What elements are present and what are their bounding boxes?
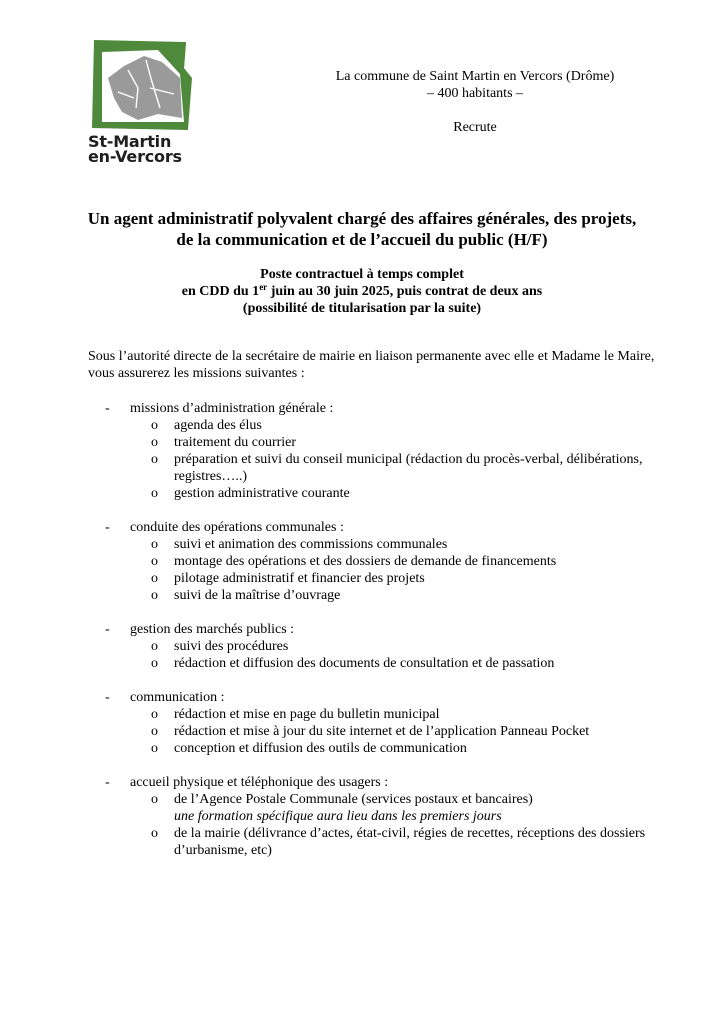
header-recrute: Recrute	[453, 120, 497, 135]
list-item-text: rédaction et mise à jour du site internet et de l’application Panneau Pocket	[174, 724, 590, 739]
list-item-text: suivi de la maîtrise d’ouvrage	[174, 588, 341, 603]
list-item	[88, 434, 674, 451]
dash-marker: -	[105, 401, 110, 416]
list-item-text: rédaction et mise en page du bulletin municipal	[174, 707, 440, 722]
list-item-text: agenda des élus	[174, 418, 262, 433]
contract-dates-sup: er	[259, 282, 268, 292]
sub-list	[88, 791, 688, 808]
bullet-marker: o	[151, 656, 158, 671]
sub-list	[88, 638, 688, 672]
mission-label: missions d’administration générale :	[130, 401, 334, 416]
mission-marches	[88, 621, 688, 672]
bullet-marker: o	[151, 639, 158, 654]
bullet-marker: o	[151, 588, 158, 603]
header-spacer	[300, 102, 650, 119]
logo-line-2: en-Vercors	[88, 147, 182, 166]
mission-admin	[88, 400, 688, 502]
intro-paragraph: Sous l’autorité directe de la secrétaire de mairie en liaison permanente avec elle et Madame le Maire, vous assurerez les missions suivantes :	[88, 349, 655, 381]
mission-accueil	[88, 774, 688, 859]
contract-dates	[60, 283, 664, 300]
job-title-line-1: Un agent administratif polyvalent chargé des affaires générales, des projets,	[87, 209, 637, 228]
list-item-text: rédaction et diffusion des documents de consultation et de passation	[174, 656, 555, 671]
mission-communication	[88, 689, 688, 757]
header-commune: La commune de Saint Martin en Vercors (Drôme)	[335, 69, 615, 84]
mission-operations	[88, 519, 688, 604]
list-item-text: conception et diffusion des outils de communication	[174, 741, 467, 756]
contract-dates-a: en CDD du 1	[181, 284, 260, 299]
list-item	[88, 638, 674, 655]
missions-list	[88, 400, 688, 876]
logo-mountain-icon	[88, 38, 198, 134]
bullet-marker: o	[151, 486, 158, 501]
list-item-text: traitement du courrier	[174, 435, 297, 450]
header-population: – 400 habitants –	[426, 86, 524, 101]
list-item	[88, 791, 674, 808]
sub-list	[88, 706, 688, 757]
list-item-text: pilotage administratif et financier des projets	[174, 571, 425, 586]
list-item	[88, 587, 674, 604]
bullet-marker: o	[151, 707, 158, 722]
list-item	[88, 451, 674, 485]
list-item-text: de la mairie (délivrance d’actes, état-civil, régies de recettes, réceptions des dossiers d’urbanisme, etc)	[174, 826, 646, 858]
mission-label: conduite des opérations communales :	[130, 520, 344, 535]
list-item	[88, 485, 674, 502]
dash-marker: -	[105, 520, 110, 535]
bullet-marker: o	[151, 826, 158, 841]
bullet-marker: o	[151, 571, 158, 586]
list-item-text: de l’Agence Postale Communale (services postaux et bancaires)	[174, 792, 533, 807]
bullet-marker: o	[151, 418, 158, 433]
sub-list	[88, 536, 688, 604]
sub-list	[88, 417, 688, 502]
header-block	[300, 68, 650, 136]
sub-list	[88, 825, 688, 859]
list-item	[88, 740, 674, 757]
bullet-marker: o	[151, 792, 158, 807]
list-item	[88, 706, 674, 723]
contract-type: Poste contractuel à temps complet	[260, 267, 464, 282]
list-item-text: gestion administrative courante	[174, 486, 350, 501]
bullet-marker: o	[151, 435, 158, 450]
bullet-marker: o	[151, 537, 158, 552]
list-item	[88, 553, 674, 570]
mission-label: communication :	[130, 690, 225, 705]
logo-line-1: St-Martin	[88, 132, 172, 151]
bullet-marker: o	[151, 724, 158, 739]
dash-marker: -	[105, 775, 110, 790]
contract-dates-b: juin au 30 juin 2025, puis contrat de deux ans	[267, 284, 543, 299]
list-item-text: suivi des procédures	[174, 639, 289, 654]
training-note: une formation spécifique aura lieu dans les premiers jours	[174, 809, 502, 824]
list-item-text: suivi et animation des commissions communales	[174, 537, 448, 552]
mission-label: gestion des marchés publics :	[130, 622, 295, 637]
list-item-text: préparation et suivi du conseil municipal (rédaction du procès-verbal, délibérations, registres…..)	[174, 452, 643, 484]
job-title-line-2: de la communication et de l’accueil du public (H/F)	[176, 230, 548, 249]
list-item	[88, 723, 674, 740]
dash-marker: -	[105, 622, 110, 637]
mission-label: accueil physique et téléphonique des usagers :	[130, 775, 389, 790]
bullet-marker: o	[151, 554, 158, 569]
contract-tenure: (possibilité de titularisation par la suite)	[242, 301, 482, 316]
list-item-text: montage des opérations et des dossiers de demande de financements	[174, 554, 557, 569]
contract-details	[60, 266, 664, 317]
list-item	[88, 536, 674, 553]
bullet-marker: o	[151, 741, 158, 756]
bullet-marker: o	[151, 452, 158, 467]
list-item	[88, 417, 674, 434]
list-item	[88, 825, 674, 859]
logo-wordmark	[88, 134, 198, 164]
dash-marker: -	[105, 690, 110, 705]
commune-logo	[88, 38, 198, 173]
list-item	[88, 655, 674, 672]
list-item	[88, 570, 674, 587]
job-title	[60, 208, 664, 250]
